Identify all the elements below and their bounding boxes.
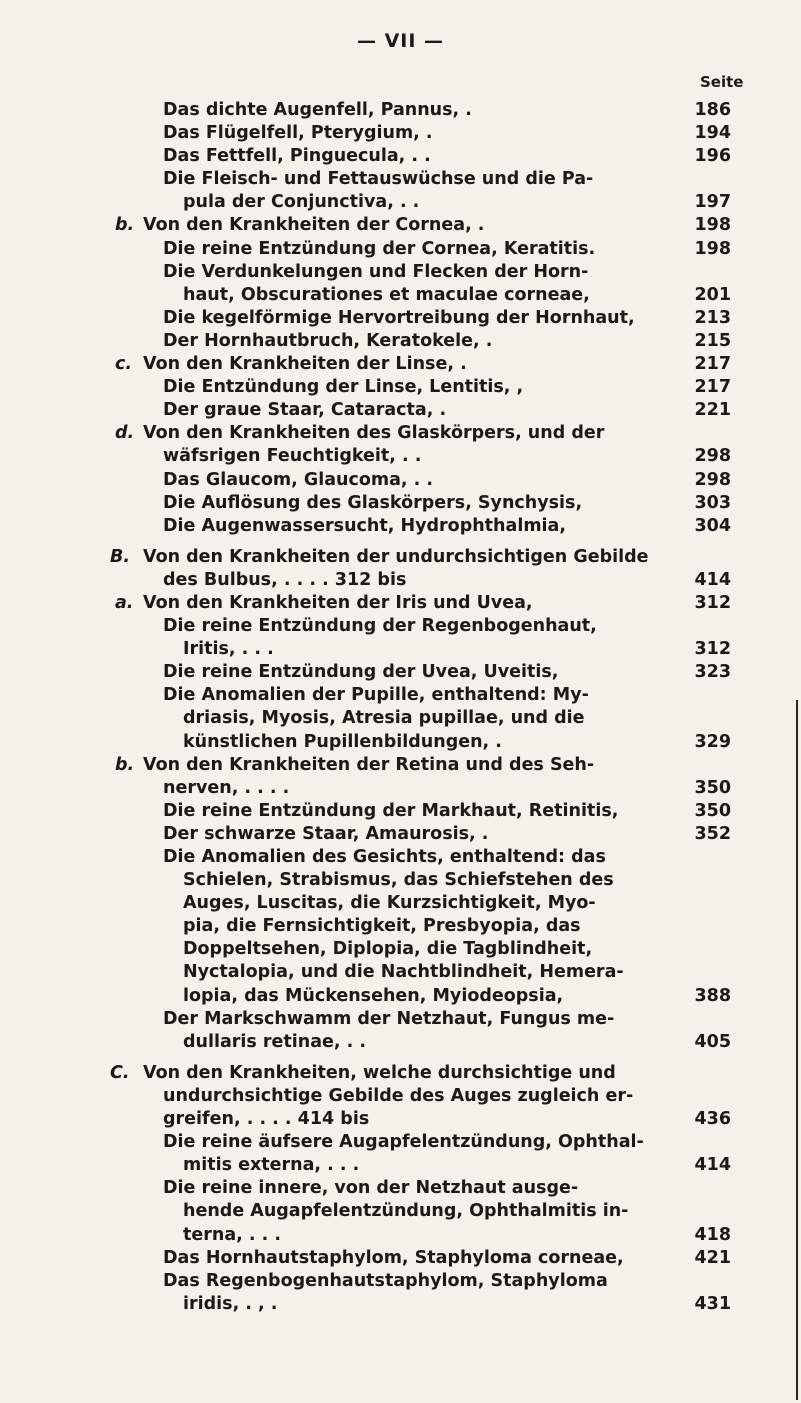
page-number: 201 [694, 284, 731, 305]
toc-line [0, 1009, 801, 1032]
toc-line [0, 570, 801, 593]
toc-line [0, 262, 801, 285]
toc-line [0, 593, 801, 616]
toc-line [0, 239, 801, 262]
section-marker: b. [115, 754, 135, 775]
toc-text: Von den Krankheiten des Glaskörpers, und der [143, 423, 605, 444]
toc-text: wäfsrigen Feuchtigkeit, . . [163, 446, 422, 467]
toc-text: Das Hornhautstaphylom, Staphyloma corneae, [163, 1247, 624, 1268]
page-number: 298 [694, 469, 731, 490]
page-number: 414 [694, 1155, 731, 1176]
toc-entry [0, 239, 801, 262]
page-number: 198 [694, 238, 731, 259]
page-number: 217 [694, 377, 731, 398]
toc-line [0, 446, 801, 469]
toc-text: Die reine äufsere Augapfelentzündung, Ophthal- [163, 1132, 644, 1153]
toc-line [0, 893, 801, 916]
page-roman-header: — VII — [356, 30, 445, 52]
page-number: 186 [694, 100, 731, 120]
toc-entry [0, 423, 801, 469]
toc-text: Die Entzündung der Linse, Lentitis, , [163, 377, 524, 398]
toc-text: Von den Krankheiten, welche durchsichtige und [143, 1062, 616, 1083]
page-number: 405 [694, 1031, 731, 1052]
page-number: 215 [694, 330, 731, 351]
page-number: 312 [694, 592, 731, 613]
page-number: 303 [694, 492, 731, 513]
toc-entry [0, 377, 801, 400]
page-number: 323 [694, 662, 731, 683]
toc-text: Der Hornhautbruch, Keratokele, . [163, 330, 493, 351]
page-number: 421 [694, 1247, 731, 1268]
toc-entry [0, 308, 801, 331]
toc-text: Die reine Entzündung der Cornea, Keratitis. [163, 238, 596, 259]
page-number: 213 [694, 307, 731, 328]
page-number: 414 [694, 569, 731, 590]
toc-text: Die reine Entzündung der Regenbogenhaut, [163, 616, 597, 637]
toc-line [0, 939, 801, 962]
toc-text: Von den Krankheiten der Cornea, . [143, 215, 485, 236]
section-marker: d. [115, 423, 135, 444]
toc-entry [0, 331, 801, 354]
toc-text: greifen, . . . . 414 bis [163, 1109, 370, 1130]
toc-entry [0, 100, 801, 123]
section-marker: C. [110, 1062, 130, 1083]
toc-line [0, 169, 801, 192]
toc-entry [0, 1178, 801, 1247]
toc-text: Das Regenbogenhautstaphylom, Staphyloma [163, 1270, 608, 1291]
toc-entry [0, 1063, 801, 1132]
toc-entry [0, 662, 801, 685]
toc-line [0, 423, 801, 446]
toc-entry [0, 215, 801, 238]
toc-line [0, 400, 801, 423]
toc-entry [0, 1248, 801, 1271]
toc-line [0, 1225, 801, 1248]
toc-line [0, 755, 801, 778]
toc-entry [0, 1271, 801, 1317]
toc-line [0, 1248, 801, 1271]
toc-text: Von den Krankheiten der Retina und des Seh- [143, 754, 595, 775]
toc-line [0, 1063, 801, 1086]
page-number: 196 [694, 146, 731, 167]
toc-text: pia, die Fernsichtigkeit, Presbyopia, das [183, 916, 581, 937]
toc-line [0, 801, 801, 824]
toc-line [0, 639, 801, 662]
toc-line [0, 1294, 801, 1317]
toc-entry [0, 470, 801, 493]
toc-text: Von den Krankheiten der Iris und Uvea, [143, 592, 533, 613]
page-number: 350 [694, 777, 731, 798]
toc-line [0, 192, 801, 215]
page-number: 194 [694, 123, 731, 144]
table-of-contents [0, 100, 801, 1317]
toc-line [0, 685, 801, 708]
toc-entry [0, 169, 801, 215]
section-marker: c. [115, 354, 133, 375]
toc-entry [0, 123, 801, 146]
toc-text: terna, . . . [183, 1224, 282, 1245]
toc-text: Auges, Luscitas, die Kurzsichtigkeit, Myo- [183, 893, 596, 914]
toc-text: hende Augapfelentzündung, Ophthalmitis in- [183, 1201, 629, 1222]
page-number: 304 [694, 515, 731, 536]
toc-line [0, 708, 801, 731]
page-number: 312 [694, 639, 731, 660]
toc-line [0, 962, 801, 985]
page-number: 436 [694, 1109, 731, 1130]
section-marker: B. [110, 546, 130, 567]
toc-line [0, 547, 801, 570]
toc-text: driasis, Myosis, Atresia pupillae, und die [183, 708, 585, 729]
toc-entry [0, 685, 801, 754]
toc-text: Der schwarze Staar, Amaurosis, . [163, 823, 489, 844]
toc-entry [0, 262, 801, 308]
page-number: 198 [694, 215, 731, 236]
page-number: 197 [694, 192, 731, 213]
page-number: 298 [694, 446, 731, 467]
toc-line [0, 331, 801, 354]
toc-line [0, 1109, 801, 1132]
toc-line [0, 870, 801, 893]
page-number: 352 [694, 823, 731, 844]
toc-text: Iritis, . . . [183, 639, 274, 660]
toc-entry [0, 400, 801, 423]
seite-label: Seite [700, 73, 744, 91]
toc-line [0, 1032, 801, 1055]
page-edge-line [796, 700, 798, 1400]
toc-line [0, 916, 801, 939]
toc-text: Von den Krankheiten der undurchsichtigen Gebilde [143, 546, 649, 567]
toc-text: Die reine Entzündung der Markhaut, Retinitis, [163, 800, 619, 821]
toc-line [0, 1086, 801, 1109]
toc-line [0, 146, 801, 169]
toc-text: Der graue Staar, Cataracta, . [163, 400, 447, 421]
toc-text: Die Verdunkelungen und Flecken der Horn- [163, 261, 589, 282]
toc-text: des Bulbus, . . . . 312 bis [163, 569, 407, 590]
toc-line [0, 123, 801, 146]
toc-line [0, 100, 801, 123]
toc-entry [0, 146, 801, 169]
page-number: 418 [694, 1224, 731, 1245]
toc-entry [0, 493, 801, 516]
toc-entry [0, 547, 801, 593]
toc-text: Die Augenwassersucht, Hydrophthalmia, [163, 515, 567, 536]
toc-text: Die Anomalien der Pupille, enthaltend: My- [163, 685, 589, 706]
toc-line [0, 470, 801, 493]
toc-text: künstlichen Pupillenbildungen, . [183, 731, 502, 752]
toc-text: Nyctalopia, und die Nachtblindheit, Hemera- [183, 962, 624, 983]
toc-line [0, 732, 801, 755]
toc-entry [0, 354, 801, 377]
toc-text: undurchsichtige Gebilde des Auges zugleich er- [163, 1085, 634, 1106]
toc-text: nerven, . . . . [163, 777, 290, 798]
toc-text: Das Fettfell, Pinguecula, . . [163, 146, 431, 167]
toc-line [0, 493, 801, 516]
page-number: 217 [694, 354, 731, 375]
page-number: 221 [694, 400, 731, 421]
toc-text: haut, Obscurationes et maculae corneae, [183, 284, 590, 305]
toc-entry [0, 824, 801, 847]
toc-entry [0, 847, 801, 1009]
toc-line [0, 377, 801, 400]
toc-text: Doppeltsehen, Diplopia, die Tagblindheit, [183, 939, 593, 960]
toc-text: Die kegelförmige Hervortreibung der Hornhaut, [163, 307, 635, 328]
toc-text: Das dichte Augenfell, Pannus, . [163, 100, 472, 120]
toc-line [0, 662, 801, 685]
toc-line [0, 1271, 801, 1294]
toc-entry [0, 1132, 801, 1178]
page-number: 350 [694, 800, 731, 821]
toc-line [0, 215, 801, 238]
toc-entry [0, 755, 801, 801]
toc-entry [0, 516, 801, 539]
toc-text: dullaris retinae, . . [183, 1031, 367, 1052]
toc-line [0, 1201, 801, 1224]
page-number: 431 [694, 1293, 731, 1314]
toc-text: Die Auflösung des Glaskörpers, Synchysis, [163, 492, 583, 513]
toc-text: pula der Conjunctiva, . . [183, 192, 420, 213]
toc-line [0, 986, 801, 1009]
toc-text: Die Anomalien des Gesichts, enthaltend: das [163, 847, 606, 867]
toc-text: Das Glaucom, Glaucoma, . . [163, 469, 434, 490]
toc-text: lopia, das Mückensehen, Myiodeopsia, [183, 985, 564, 1006]
toc-entry [0, 1009, 801, 1055]
section-marker: b. [115, 215, 135, 236]
toc-text: mitis externa, . . . [183, 1155, 360, 1176]
toc-text: Die Fleisch- und Fettauswüchse und die Pa- [163, 169, 594, 190]
toc-line [0, 1155, 801, 1178]
toc-line [0, 778, 801, 801]
toc-text: Die reine Entzündung der Uvea, Uveitis, [163, 662, 559, 683]
toc-line [0, 354, 801, 377]
toc-line [0, 824, 801, 847]
toc-text: iridis, . , . [183, 1293, 278, 1314]
toc-line [0, 285, 801, 308]
toc-line [0, 847, 801, 870]
toc-text: Von den Krankheiten der Linse, . [143, 354, 467, 375]
page-number: 329 [694, 731, 731, 752]
toc-line [0, 1178, 801, 1201]
toc-entry [0, 593, 801, 616]
toc-line [0, 516, 801, 539]
page-number: 388 [694, 985, 731, 1006]
section-marker: a. [115, 592, 134, 613]
toc-line [0, 616, 801, 639]
toc-text: Die reine innere, von der Netzhaut ausge- [163, 1178, 579, 1199]
toc-line [0, 1132, 801, 1155]
toc-text: Das Flügelfell, Pterygium, . [163, 123, 433, 144]
toc-text: Der Markschwamm der Netzhaut, Fungus me- [163, 1008, 615, 1029]
toc-text: Schielen, Strabismus, das Schiefstehen des [183, 870, 614, 891]
toc-entry [0, 616, 801, 662]
toc-entry [0, 801, 801, 824]
toc-line [0, 308, 801, 331]
